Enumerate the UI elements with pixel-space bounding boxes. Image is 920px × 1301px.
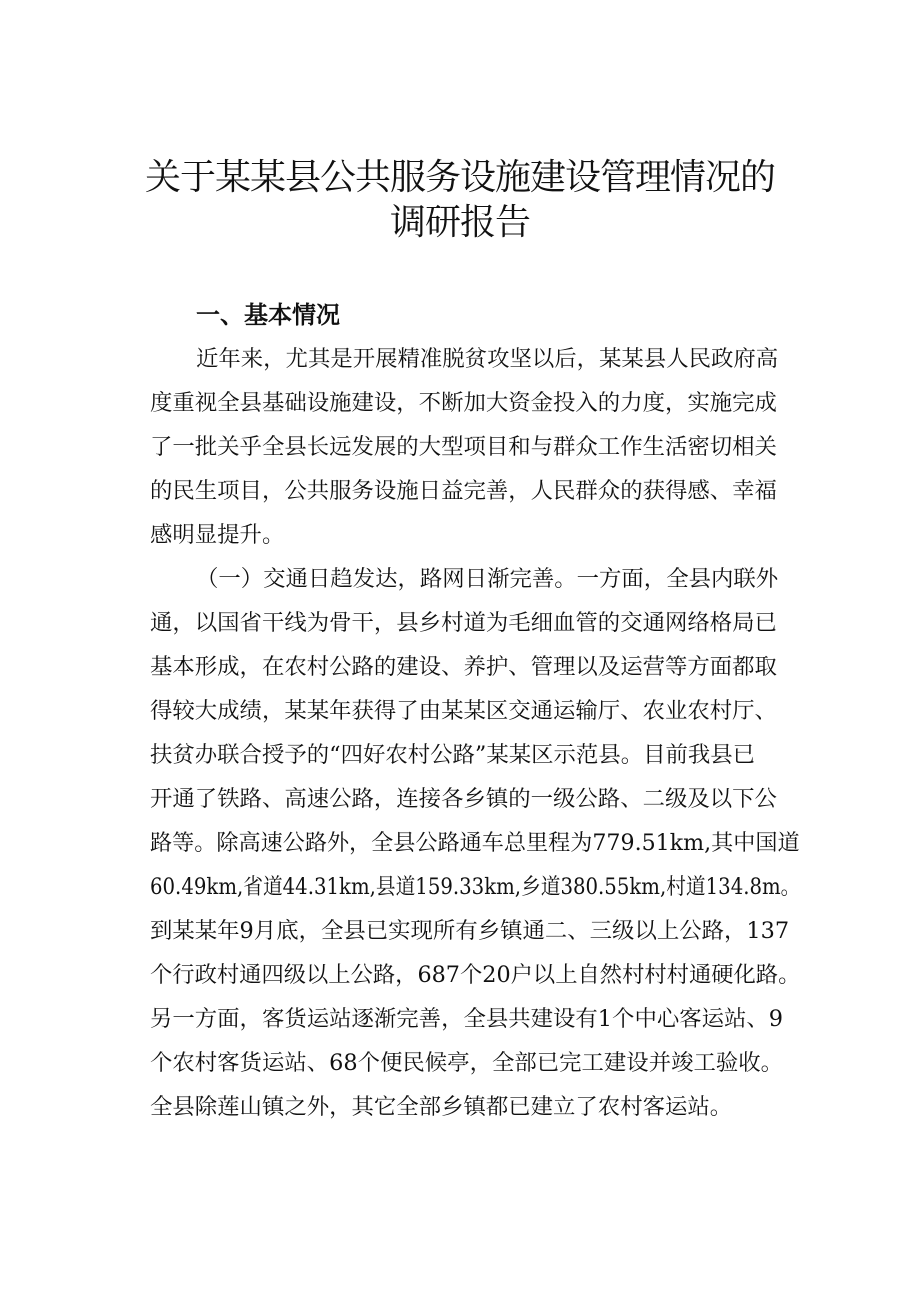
paragraph-2-line: 通，以国省干线为骨干，县乡村道为毛细血管的交通网络格局已	[150, 610, 777, 636]
paragraph-2-line: 得较大成绩，某某年获得了由某某区交通运输厅、农业农村厅、	[150, 698, 777, 724]
paragraph-1-line: 了一批关乎全县长远发展的大型项目和与群众工作生活密切相关	[150, 434, 777, 460]
paragraph-2-line: 全县除莲山镇之外，其它全部乡镇都已建立了农村客运站。	[150, 1094, 733, 1120]
section-heading-basic-situation: 一、基本情况	[196, 301, 340, 329]
paragraph-2-line: 个行政村通四级以上公路，687个20户以上自然村村村通硬化路。	[150, 962, 801, 988]
document-title-line-1: 关于某某县公共服务设施建设管理情况的	[144, 157, 775, 198]
paragraph-1-line: 的民生项目，公共服务设施日益完善，人民群众的获得感、幸福	[150, 478, 777, 504]
paragraph-2-line: 路等。除高速公路外，全县公路通车总里程为779.51km,其中国道	[150, 830, 800, 856]
paragraph-2-line: 开通了铁路、高速公路，连接各乡镇的一级公路、二级及以下公	[150, 786, 777, 812]
paragraph-2-line: 到某某年9月底，全县已实现所有乡镇通二、三级以上公路，137	[150, 918, 790, 944]
paragraph-1-line: 感明显提升。	[150, 522, 285, 548]
paragraph-1-line: 近年来，尤其是开展精准脱贫攻坚以后，某某县人民政府高	[196, 346, 779, 372]
paragraph-2-line: （一）交通日趋发达，路网日渐完善。一方面，全县内联外	[196, 566, 779, 592]
paragraph-1-line: 度重视全县基础设施建设，不断加大资金投入的力度，实施完成	[150, 390, 777, 416]
paragraph-2-line: 基本形成，在农村公路的建设、养护、管理以及运营等方面都取	[150, 654, 777, 680]
paragraph-2-line: 扶贫办联合授予的“四好农村公路”某某区示范县。目前我县已	[150, 742, 756, 768]
paragraph-2-line: 另一方面，客货运站逐渐完善，全县共建设有1个中心客运站、9	[150, 1006, 784, 1032]
paragraph-2-line: 60.49km,省道44.31km,县道159.33km,乡道380.55km,村道134.8m。	[150, 874, 801, 900]
document-title-line-2: 调研报告	[389, 202, 530, 243]
paragraph-2-line: 个农村客货运站、68个便民候亭，全部已完工建设并竣工验收。	[150, 1050, 784, 1076]
